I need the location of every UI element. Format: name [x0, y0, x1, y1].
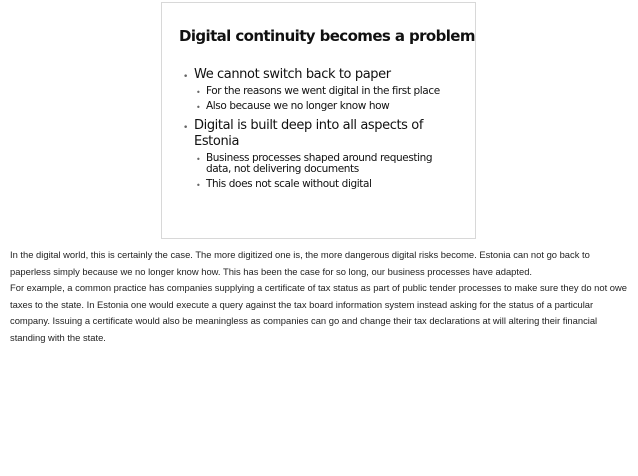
- sub-bullet-item: [170, 86, 470, 97]
- bullet-text: We cannot switch back to paper: [194, 67, 391, 82]
- bullet-dot-icon: •: [196, 88, 201, 97]
- sub-bullet-text: Also because we no longer know how: [206, 100, 390, 112]
- sub-bullet-text: For the reasons we went digital in the first place: [206, 85, 440, 97]
- bullet-item: [170, 67, 470, 83]
- bullet-dot-icon: •: [196, 103, 201, 112]
- slide-title: Digital continuity becomes a problem: [179, 27, 475, 45]
- slide: [161, 2, 476, 239]
- notes-paragraph: In the digital world, this is certainly the case. The more digitized one is, the more dangerous digital risks become. Estonia can not go back to paperless simply because we no longer know how. This has been the case for so long, our business processes have adapted.: [10, 249, 590, 277]
- sub-bullet-text: This does not scale without digital: [206, 178, 372, 190]
- sub-bullet-item: [170, 179, 470, 190]
- sub-bullet-item: [170, 101, 470, 112]
- bullet-dot-icon: •: [196, 181, 201, 190]
- notes-paragraph: For example, a common practice has companies supplying a certificate of tax status as part of public tender processes to make sure they do not owe taxes to the state. In Estonia one would execute a query against the tax board information system instead asking for the status of a particular company. Issuing a certificate would also be meaningless as companies can go and change their tax declarations at will altering their financial standing with the state.: [10, 282, 627, 343]
- sub-bullet-item: [170, 153, 456, 175]
- bullet-dot-icon: •: [196, 155, 201, 164]
- bullet-item: [170, 118, 470, 150]
- bullet-text: Digital is built deep into all aspects of Estonia: [194, 118, 424, 149]
- sub-bullet-text: Business processes shaped around requesting data, not delivering documents: [206, 152, 433, 175]
- bullet-dot-icon: •: [183, 72, 188, 82]
- speaker-notes: [10, 247, 630, 347]
- bullet-dot-icon: •: [183, 123, 188, 133]
- bullet-list: [170, 67, 470, 194]
